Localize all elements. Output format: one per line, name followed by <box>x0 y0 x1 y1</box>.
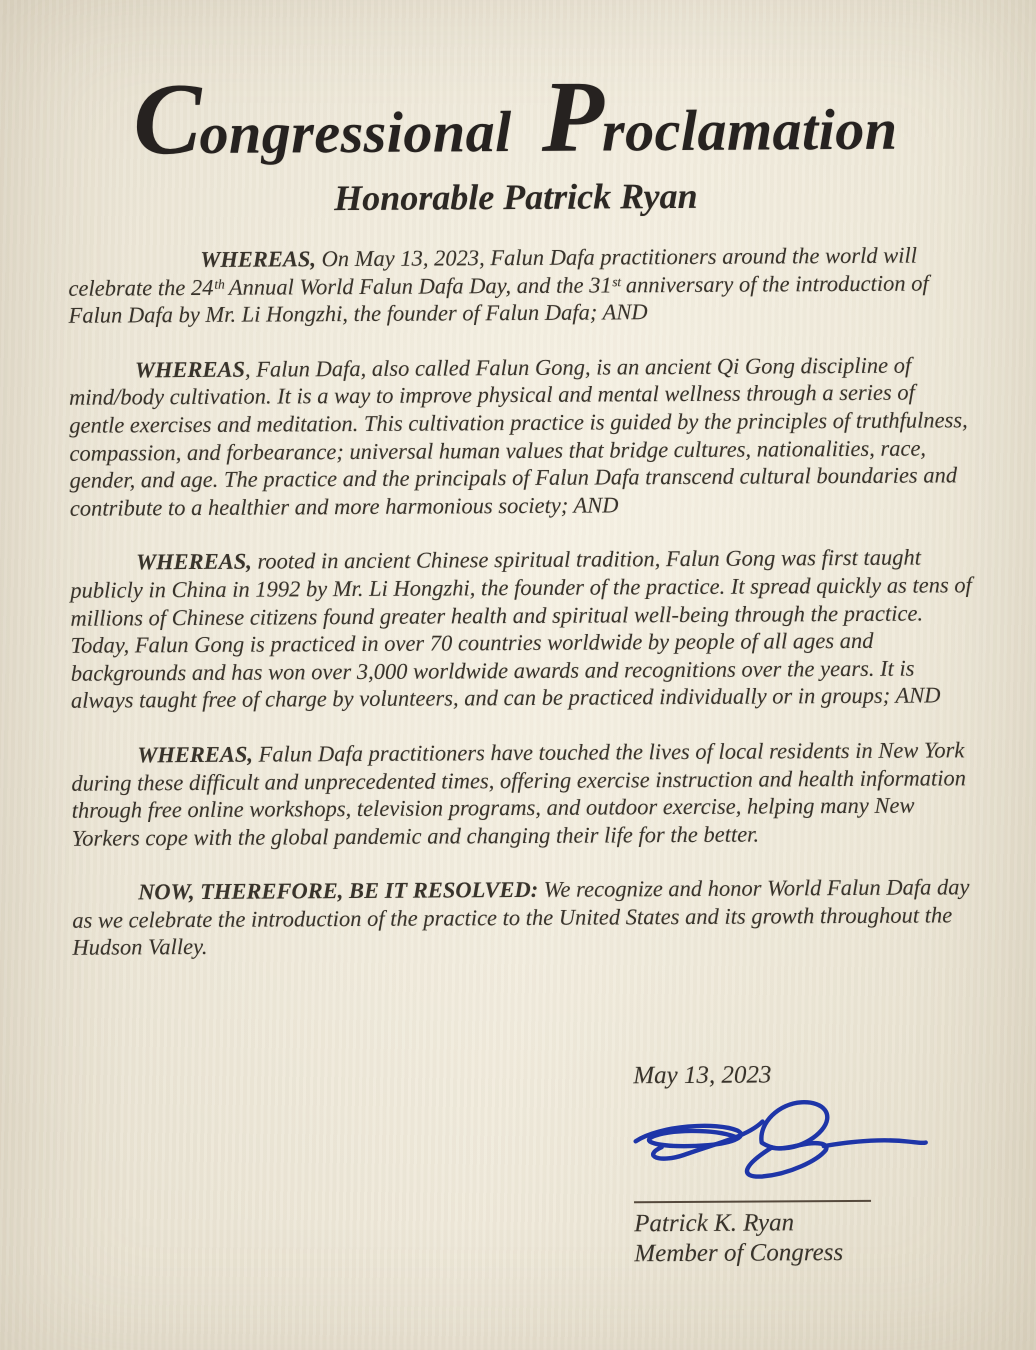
signature-block <box>633 1059 942 1269</box>
title-word-congressional: Congressional <box>133 62 512 177</box>
proclamation-paragraph <box>72 873 976 961</box>
title-initial-c: C <box>133 62 200 177</box>
paragraph-text: On May 13, 2023, Falun Dafa practitioners around the world will celebrate the 24ᵗʰ Annual World Falun Dafa Day, and the 31ˢᵗ anniversary of the introduction of Falun Dafa by Mr. Li Hongzhi, the founder of Falun Dafa; AND <box>68 242 929 328</box>
signatory-name: Patrick K. Ryan <box>634 1209 795 1238</box>
signature-scrawl-image <box>621 1097 942 1191</box>
title-word-proclamation: Proclamation <box>541 60 898 174</box>
document-subtitle: Honorable Patrick Ryan <box>334 175 698 219</box>
signature-line <box>634 1200 871 1203</box>
paragraph-text: rooted in ancient Chinese spiritual tradition, Falun Gong was first taught publicly in China in 1992 by Mr. Li Hongzhi, the founder of the practice. It spread quickly as tens of millions of Chinese citizens found greater health and spiritual well-being through the practice. Today, Falun Gong is practiced in over 70 countries worldwide by people of all ages and backgrounds and has won over 3,000 worldwide awards and recognitions over the years. It is always taught free of charge by volunteers, and can be practiced individually or in groups; AND <box>70 544 972 714</box>
paragraph-lead: WHEREAS <box>134 356 246 383</box>
document-body <box>68 241 976 962</box>
proclamation-date: May 13, 2023 <box>633 1061 772 1090</box>
title-initial-p: P <box>541 60 603 174</box>
document-title <box>0 0 1034 177</box>
proclamation-paragraph <box>70 544 975 715</box>
proclamation-paragraph <box>69 351 974 522</box>
signatory-title: Member of Congress <box>634 1239 844 1268</box>
proclamation-paragraph <box>68 241 972 329</box>
paragraph-lead: NOW, THEREFORE, BE IT RESOLVED: <box>138 877 539 905</box>
paragraph-text: , Falun Dafa, also called Falun Gong, is an ancient Qi Gong discipline of mind/body cultivation. It is a way to improve physical and mental wellness through a series of gentle exercises and meditation. This cultivation practice is guided by the principles of truthfulness, compassion, and forbearance; universal human values that bridge cultures, nationalities, race, gender, and age. The practice and the principals of Falun Dafa transcend cultural boundaries and contribute to a healthier and more harmonious society; AND <box>69 352 968 521</box>
paragraph-lead: WHEREAS, <box>200 246 317 272</box>
proclamation-paragraph <box>71 736 976 852</box>
paragraph-lead: WHEREAS, <box>136 548 252 575</box>
paragraph-text: Falun Dafa practitioners have touched the lives of local residents in New York during these difficult and unprecedented times, offering exercise instruction and health information through free online workshops, television programs, and outdoor exercise, helping many New Yorkers cope with the global pandemic and changing their life for the better. <box>71 737 966 851</box>
paragraph-text: We recognize and honor World Falun Dafa day as we celebrate the introduction of the practice to the United States and its growth throughout the Hudson Valley. <box>72 874 970 961</box>
paragraph-lead: WHEREAS, <box>137 741 254 768</box>
